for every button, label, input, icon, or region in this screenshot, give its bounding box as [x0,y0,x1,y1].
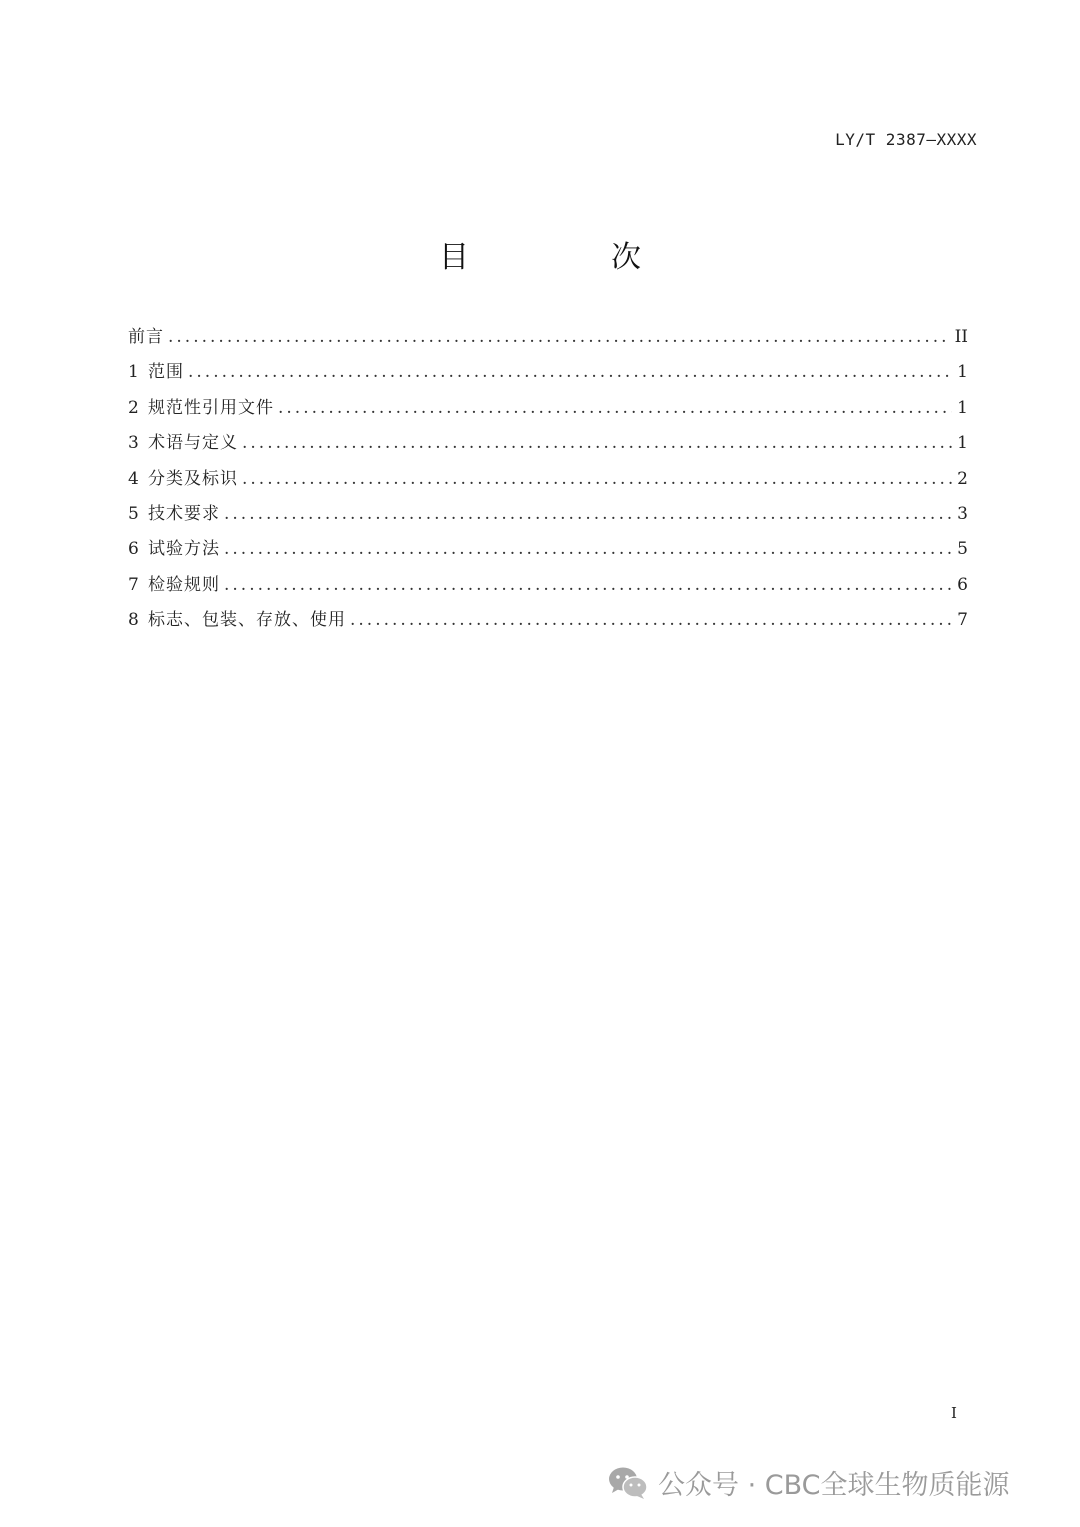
toc-item-label: 范围 [148,362,184,383]
toc-item-page: 2 [957,468,968,489]
toc-dot-leader [224,539,952,559]
toc-item-number: 8 [128,610,139,631]
toc-item-label: 技术要求 [148,503,220,524]
table-of-contents [128,322,968,641]
toc-item-marking-packaging[interactable] [128,605,968,640]
toc-dot-leader [188,362,952,382]
toc-item-label: 试验方法 [148,539,220,560]
toc-item-technical-requirements[interactable] [128,499,968,534]
toc-item-number: 6 [128,539,139,560]
watermark-text: 公众号 · CBC全球生物质能源 [658,1470,1010,1501]
toc-title: 目 次 [439,240,697,275]
toc-item-page: 1 [957,362,968,383]
toc-item-label: 检验规则 [148,574,220,595]
toc-item-page: 5 [957,539,968,560]
toc-item-label: 分类及标识 [148,468,238,489]
toc-dot-leader [278,398,952,418]
toc-item-scope[interactable] [128,357,968,392]
toc-item-number: 4 [128,468,139,489]
toc-item-page: 7 [957,610,968,631]
toc-item-page: II [954,327,968,347]
toc-item-number: 5 [128,503,139,524]
toc-item-page: 6 [957,574,968,595]
toc-dot-leader [224,504,952,524]
toc-item-foreword[interactable] [128,322,968,357]
toc-item-page: 3 [957,503,968,524]
toc-item-terms[interactable] [128,428,968,463]
toc-item-page: 1 [957,397,968,418]
toc-dot-leader [242,433,952,453]
toc-dot-leader [242,469,952,489]
toc-dot-leader [224,575,952,595]
toc-item-test-methods[interactable] [128,534,968,569]
toc-item-inspection-rules[interactable] [128,570,968,605]
watermark [608,1463,1010,1502]
toc-item-number: 2 [128,397,139,418]
toc-item-label: 规范性引用文件 [148,397,274,418]
wechat-icon [608,1466,648,1500]
toc-dot-leader [350,610,952,630]
toc-item-label: 前言 [128,327,164,347]
toc-item-number: 3 [128,433,139,454]
standard-code: LY/T 2387—XXXX [835,130,977,149]
page-number: I [951,1404,957,1422]
toc-item-number: 1 [128,362,139,383]
toc-dot-leader [168,327,951,347]
toc-item-page: 1 [957,433,968,454]
toc-item-number: 7 [128,574,139,595]
toc-item-normative-references[interactable] [128,393,968,428]
toc-item-label: 标志、包装、存放、使用 [148,610,346,631]
toc-item-classification[interactable] [128,464,968,499]
toc-item-label: 术语与定义 [148,433,238,454]
